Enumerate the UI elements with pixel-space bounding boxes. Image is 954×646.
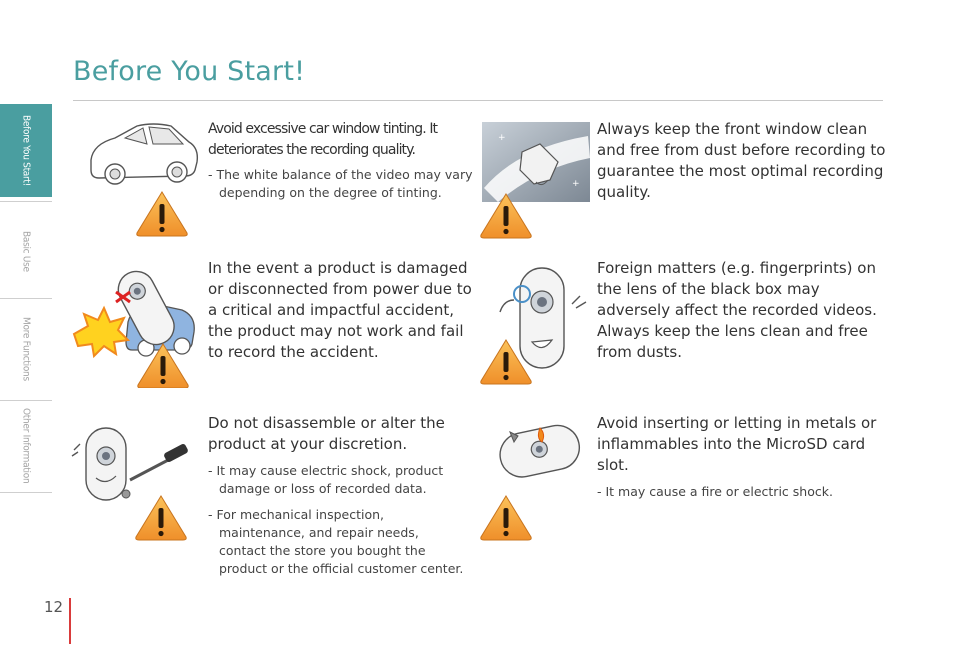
wipe-window-icon [478, 118, 594, 240]
car-icon [85, 118, 205, 240]
tab-divider [0, 400, 52, 401]
page-title: Before You Start! [73, 56, 306, 87]
title-divider [73, 100, 883, 101]
tab-label: Before You Start! [20, 115, 32, 186]
tab-basic-use[interactable] [0, 205, 52, 297]
caution-heading: Avoid excessive car window tinting. It deteriorates the recording quality. [208, 121, 438, 158]
page-number: 12 [44, 598, 64, 616]
crash-icon [70, 270, 200, 388]
caution-heading: In the event a product is damaged or disconnected from power due to a critical and impactful accident, the product may not work and fail to record the accident. [208, 259, 472, 361]
caution-heading: Always keep the front window clean and free from dust before recording to guarantee the most optimal recording quality. [597, 120, 886, 201]
tab-label: Basic Use [20, 230, 32, 272]
caution-heading: Foreign matters (e.g. fingerprints) on the lens of the black box may adversely affect the recorded videos. Always keep the lens clean and free from dusts. [597, 259, 877, 361]
tab-more-functions[interactable] [0, 300, 52, 398]
tab-other-information[interactable] [0, 402, 52, 490]
caution-note: - The white balance of the video may vary depending on the degree of tinting. [208, 166, 483, 202]
caution-heading: Do not disassemble or alter the product at your discretion. [208, 414, 445, 453]
svg-text:+: + [498, 133, 506, 143]
tab-divider [0, 298, 52, 299]
tab-divider [0, 492, 52, 493]
caution-note: - It may cause electric shock, product damage or loss of recorded data. [208, 462, 487, 498]
caution-heading: Avoid inserting or letting in metals or inflammables into the MicroSD card slot. [597, 414, 877, 474]
lens-cleaning-icon [478, 264, 594, 388]
page-number-bar [69, 598, 71, 644]
caution-note: - For mechanical inspection, maintenance, and repair needs, contact the store you bought the product or the official customer center. [208, 506, 469, 578]
svg-text:+: + [572, 179, 580, 189]
caution-note: - It may cause a fire or electric shock. [597, 483, 898, 501]
tab-label: Other Information [20, 408, 32, 484]
fire-icon [478, 422, 588, 542]
screwdriver-icon [68, 420, 192, 542]
tab-before-you-start[interactable] [0, 104, 52, 197]
tab-divider [0, 201, 52, 202]
tab-label: More Functions [20, 317, 32, 381]
